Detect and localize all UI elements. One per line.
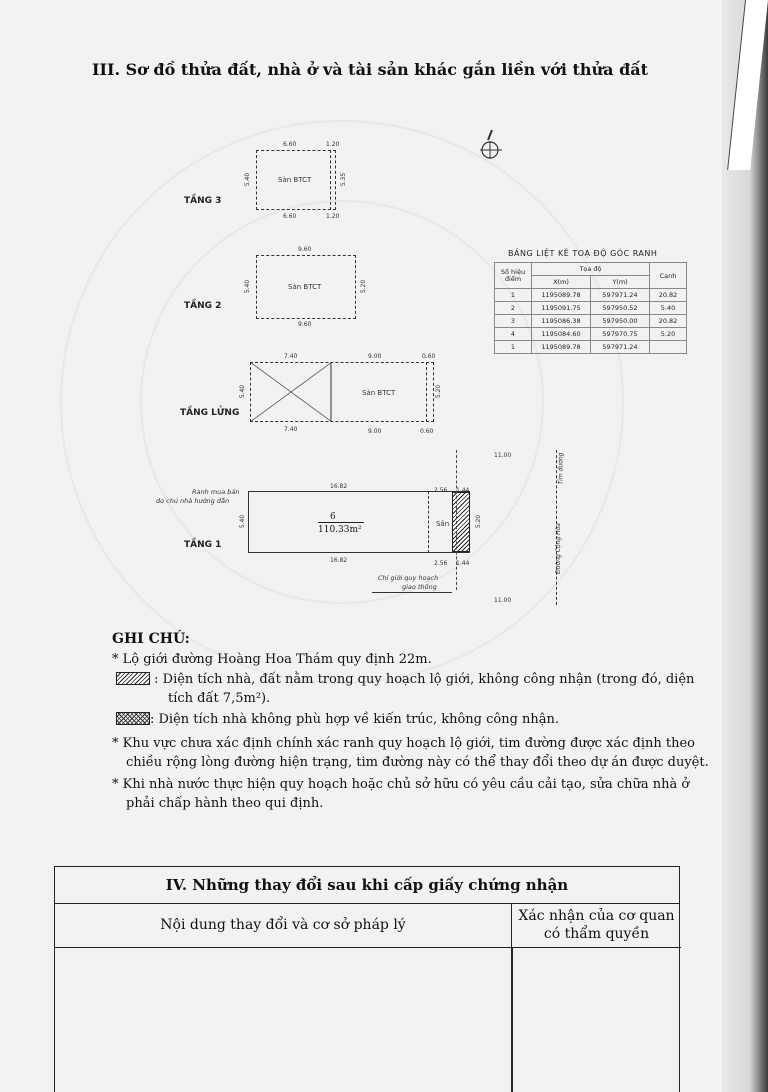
floor3-room: Sàn BTCT: [278, 176, 312, 184]
note-4-line-2: chiều rộng lòng đường hiện trạng, tim đường này có thể thay đổi theo dự án được duyệt.: [126, 755, 709, 770]
coord-point: 4: [495, 328, 532, 341]
coord-y: 597971.24: [591, 289, 650, 302]
note-3: [116, 710, 559, 729]
section-4-table: [54, 866, 680, 1092]
coord-point: 1: [495, 289, 532, 302]
floor1-top-dim-1: 16.82: [330, 483, 348, 490]
coord-x: 1195084.60: [532, 328, 591, 341]
notes-heading: GHI CHÚ:: [112, 631, 190, 647]
floor3-label: TẦNG 3: [184, 196, 222, 206]
mezzanine-room: Sàn BTCT: [362, 389, 396, 397]
road-center-label: Tim đường: [557, 452, 565, 485]
coord-edge: [650, 341, 687, 354]
floor1-bottom-dim-2: 2.56: [434, 560, 448, 567]
planning-note-underline: [372, 592, 452, 593]
coord-edge: 5.40: [650, 302, 687, 315]
north-arrow-icon: [478, 128, 504, 164]
coord-header-coord: Tọa độ: [532, 263, 650, 276]
floor3-left-dim: 5.40: [244, 172, 252, 187]
floor2-room: Sàn BTCT: [288, 283, 322, 291]
coord-header-x: X(m): [532, 276, 591, 289]
crosshatch-legend-icon: [116, 712, 150, 725]
coord-x: 1195089.78: [532, 289, 591, 302]
coord-edge: 20.82: [650, 289, 687, 302]
note-2-text: : Diện tích nhà, đất nằm trong quy hoạch lộ giới, không công nhận (trong đó, diện: [154, 672, 695, 687]
section-4-divider: [511, 948, 513, 1092]
coord-table: [494, 262, 687, 354]
coord-header-edge: Cạnh: [650, 263, 687, 289]
table-row: [495, 289, 687, 302]
table-row: [495, 302, 687, 315]
coord-header-point: Số hiệu điểm: [495, 263, 532, 289]
coord-x: 1195089.78: [532, 341, 591, 354]
floor2-right-dim: 5.20: [360, 279, 368, 294]
mezzanine-bottom-dim-2: 9.00: [368, 428, 382, 435]
section-4-title: IV. Những thay đổi sau khi cấp giấy chứng nhận: [55, 867, 679, 904]
coord-y: 597950.00: [591, 315, 650, 328]
parcel-area: 110.33m²: [318, 525, 362, 535]
floor1-label: TẦNG 1: [184, 540, 222, 550]
section-4-col-confirm: Xác nhận của cơ quan có thẩm quyền: [512, 903, 681, 948]
floor1-divider: [428, 491, 430, 553]
floor1-right-dim: 5.20: [475, 514, 483, 529]
mezzanine-label: TẦNG LỬNG: [180, 408, 240, 418]
coord-x: 1195091.75: [532, 302, 591, 315]
floor1-yard: Sân: [436, 520, 450, 528]
floor1-hatched-zone: [452, 492, 470, 552]
note-1: * Lộ giới đường Hoàng Hoa Thám quy định 22m.: [112, 652, 432, 667]
floor1-boundary-note-1: Ranh mua bán: [192, 488, 240, 496]
floor3-top-dim-1: 6.60: [283, 141, 297, 148]
parcel-number: 6: [330, 512, 336, 522]
section-4-col-content: Nội dung thay đổi và cơ sở pháp lý: [55, 903, 512, 948]
coord-table-title: BẢNG LIỆT KÊ TOẠ ĐỘ GÓC RANH: [508, 249, 658, 258]
note-4-line-1: * Khu vực chưa xác định chính xác ranh quy hoạch lộ giới, tim đường được xác định theo: [112, 736, 695, 751]
floor1-top-dim-3: 1.44: [456, 487, 470, 494]
table-row: [495, 315, 687, 328]
floor2-left-dim: 5.40: [244, 279, 252, 294]
floor1-top-dim-2: 2.56: [434, 487, 448, 494]
note-2-line-2: tích đất 7,5m²).: [168, 691, 271, 706]
road-width-bottom: 11.00: [494, 597, 512, 604]
coord-point: 3: [495, 315, 532, 328]
mezzanine-right-dim: 5.20: [435, 384, 443, 399]
floor1-left-dim: 5.40: [239, 514, 247, 529]
mezzanine-top-dim-1: 7.40: [284, 353, 298, 360]
table-row: [495, 328, 687, 341]
note-3-text: : Diện tích nhà không phù hợp về kiến trúc, không công nhận.: [150, 712, 560, 727]
floor3-bottom-dim-1: 6.60: [283, 213, 297, 220]
mezzanine-bottom-dim-3: 0.60: [420, 428, 434, 435]
floor1-bottom-dim-3: 1.44: [456, 560, 470, 567]
mezzanine-divider: [426, 362, 428, 422]
coord-point: 1: [495, 341, 532, 354]
table-row: [495, 341, 687, 354]
mezzanine-top-dim-3: 0.60: [422, 353, 436, 360]
planning-note-2: giao thông: [402, 583, 437, 591]
floor3-top-dim-2: 1.20: [326, 141, 340, 148]
coord-edge: 5.20: [650, 328, 687, 341]
planning-note-1: Chỉ giới quy hoạch: [378, 574, 439, 582]
mezzanine-left-dim: 5.40: [239, 384, 247, 399]
floor1-boundary-note-2: do chủ nhà hướng dẫn: [156, 497, 230, 505]
coord-y: 597950.52: [591, 302, 650, 315]
floor2-top-dim: 9.60: [298, 246, 312, 253]
coord-x: 1195086.38: [532, 315, 591, 328]
road-width-top: 11.00: [494, 452, 512, 459]
parcel-fraction-line: [318, 522, 364, 523]
hatch-legend-icon: [116, 672, 150, 685]
coord-point: 2: [495, 302, 532, 315]
floor1-bottom-dim-1: 16.82: [330, 557, 348, 564]
floor2-label: TẦNG 2: [184, 301, 222, 311]
coord-edge: 20.82: [650, 315, 687, 328]
coord-header-y: Y(m): [591, 276, 650, 289]
section-3-title: III. Sơ đồ thửa đất, nhà ở và tài sản khác gắn liền với thửa đất: [92, 60, 649, 79]
floor3-bottom-dim-2: 1.20: [326, 213, 340, 220]
coord-y: 597970.75: [591, 328, 650, 341]
mezzanine-top-dim-2: 9.00: [368, 353, 382, 360]
floor2-bottom-dim: 9.60: [298, 321, 312, 328]
planning-boundary-line: [456, 450, 458, 590]
coord-y: 597971.24: [591, 341, 650, 354]
note-5-line-1: * Khi nhà nước thực hiện quy hoạch hoặc chủ sở hữu có yêu cầu cải tạo, sửa chữa nhà ở: [112, 777, 690, 792]
mezzanine-bottom-dim-1: 7.40: [284, 426, 298, 433]
mezzanine-void-cross: [250, 362, 332, 422]
floor3-divider: [330, 150, 332, 210]
note-2-line-1: [116, 670, 694, 689]
road-name-label: Đường Cộng Hòa: [554, 523, 562, 574]
floor3-right-dim: 5.35: [340, 172, 348, 187]
note-5-line-2: phải chấp hành theo qui định.: [126, 796, 324, 811]
